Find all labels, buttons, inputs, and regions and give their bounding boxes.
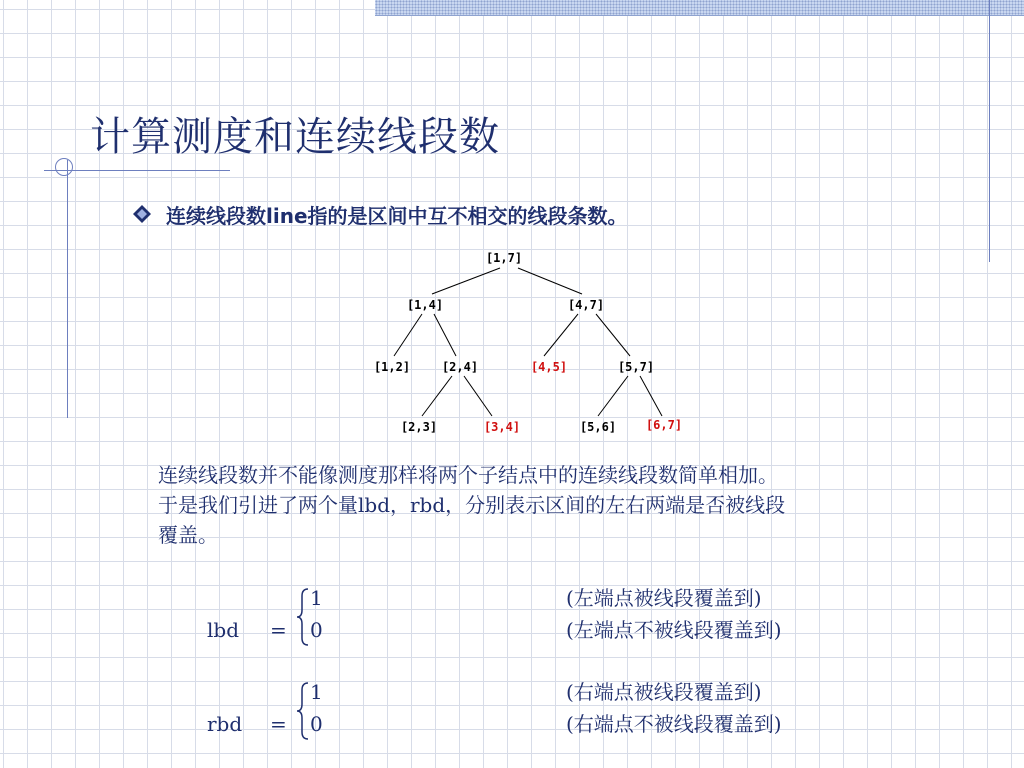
lbd-case1-value: 1 <box>310 586 323 610</box>
tree-edge <box>598 376 628 416</box>
lbd-symbol: lbd <box>207 618 240 642</box>
segment-tree-diagram <box>360 244 700 444</box>
page-title: 计算测度和连续线段数 <box>90 114 500 160</box>
tree-node-label: [2,4] <box>441 360 479 374</box>
bullet-point <box>132 199 628 229</box>
right-decoration-line <box>989 0 990 262</box>
diamond-bullet-icon <box>132 204 152 224</box>
paragraph-line: 连续线段数并不能像测度那样将两个子结点中的连续线段数简单相加。 <box>158 463 778 487</box>
paragraph-line: 于是我们引进了两个量lbd，rbd，分别表示区间的左右两端是否被线段 <box>158 493 786 517</box>
rbd-case1-value: 1 <box>310 680 323 704</box>
tree-edge <box>434 314 456 356</box>
tree-edge <box>544 314 578 356</box>
lbd-case1-note: (左端点被线段覆盖到) <box>566 586 762 610</box>
explanation-paragraph <box>158 460 988 550</box>
tree-node-label: [5,6] <box>579 420 617 434</box>
left-brace-icon <box>296 588 310 646</box>
left-brace-icon <box>296 682 310 740</box>
left-decoration-line <box>67 160 68 418</box>
tree-node-label: [6,7] <box>645 418 683 432</box>
paragraph-line: 覆盖。 <box>158 523 218 547</box>
bullet-text: 连续线段数line指的是区间中互不相交的线段条数。 <box>166 203 628 228</box>
tree-edge <box>464 376 492 416</box>
tree-edge <box>394 314 422 356</box>
tree-node-label: [2,3] <box>400 420 438 434</box>
tree-node-label: [3,4] <box>483 420 521 434</box>
tree-node-label: [1,2] <box>373 360 411 374</box>
tree-edge <box>518 268 582 294</box>
tree-node-label: [4,7] <box>567 298 605 312</box>
rbd-equals: = <box>270 712 287 736</box>
lbd-case0-note: (左端点不被线段覆盖到) <box>566 618 782 642</box>
tree-node-label: [1,4] <box>406 298 444 312</box>
title-circle-ornament <box>55 158 73 176</box>
rbd-case1-note: (右端点被线段覆盖到) <box>566 680 762 704</box>
tree-edge <box>640 376 662 416</box>
tree-edges <box>394 268 662 416</box>
top-decoration-edge <box>375 15 1024 16</box>
tree-node-label: [4,5] <box>530 360 568 374</box>
lbd-equals: = <box>270 618 287 642</box>
lbd-case0-value: 0 <box>310 618 323 642</box>
rbd-case0-note: (右端点不被线段覆盖到) <box>566 712 782 736</box>
rbd-case0-value: 0 <box>310 712 323 736</box>
tree-edge <box>596 314 630 356</box>
tree-edge <box>422 376 452 416</box>
rbd-symbol: rbd <box>207 712 243 736</box>
top-decoration-band <box>375 0 1024 15</box>
tree-edge <box>432 268 500 294</box>
tree-node-label: [1,7] <box>485 251 523 265</box>
tree-node-label: [5,7] <box>617 360 655 374</box>
